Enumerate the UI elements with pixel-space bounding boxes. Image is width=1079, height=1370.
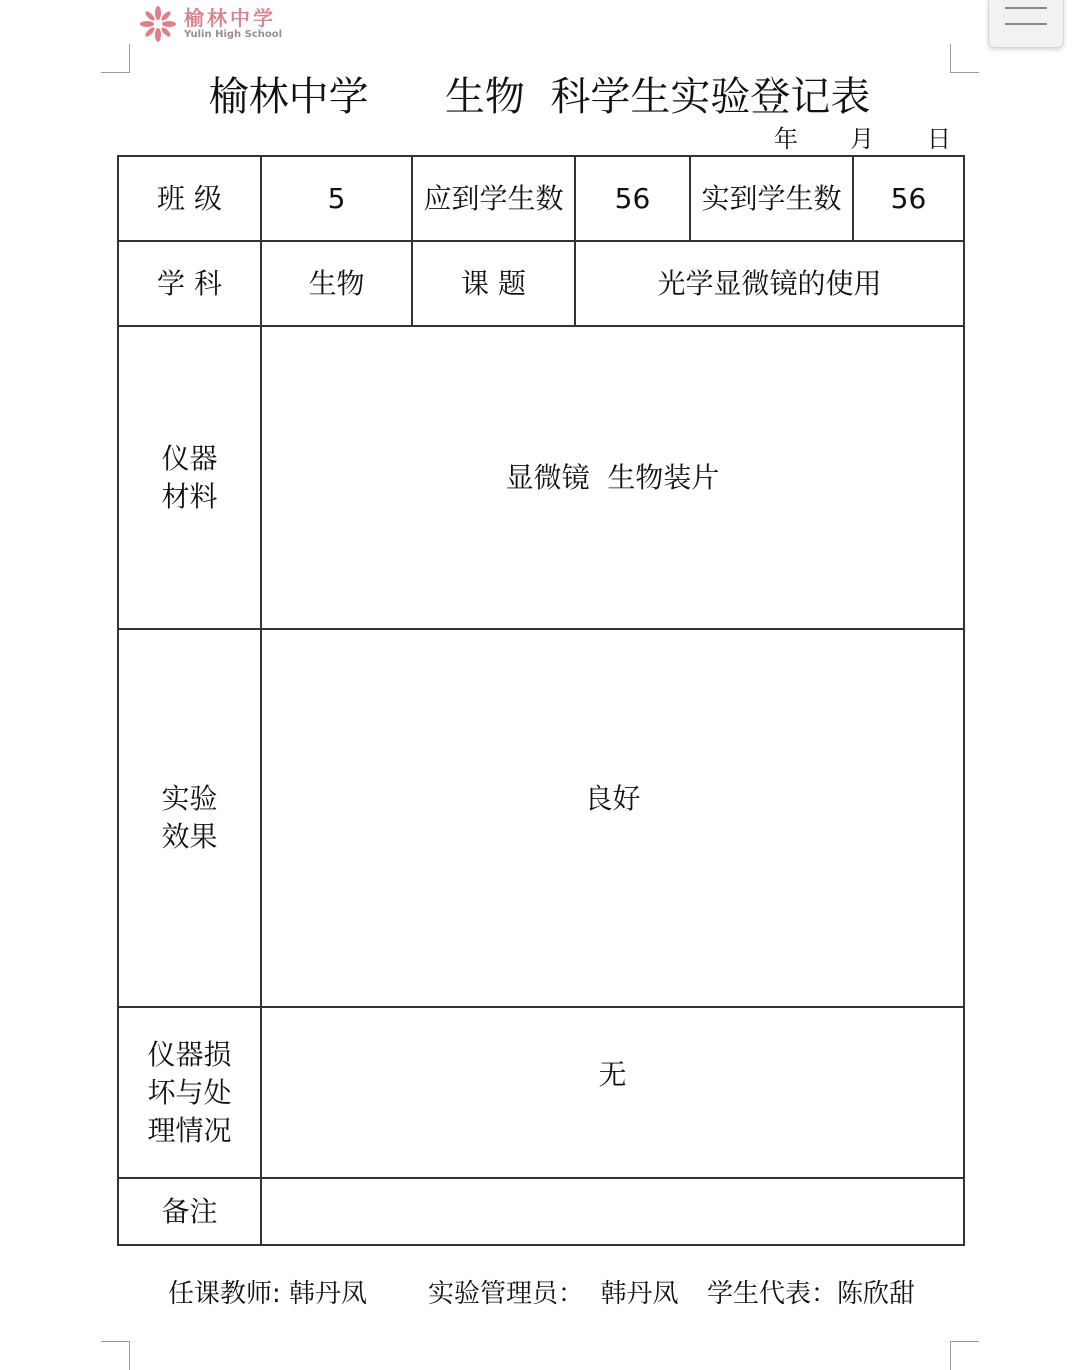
effect-label (118, 629, 261, 1007)
table-row-effect (118, 629, 964, 1007)
menu-button[interactable] (988, 0, 1064, 48)
topic-value: 光学显微镜的使用 (575, 241, 964, 326)
date-day: 日 (927, 125, 951, 153)
subject-value: 生物 (261, 241, 412, 326)
materials-value: 显微镜 生物装片 (261, 326, 964, 629)
title-subject: 生物 (444, 74, 525, 120)
page-title (0, 72, 1079, 122)
class-label: 班 级 (118, 156, 261, 241)
effect-value-text: 良好 (584, 782, 641, 815)
crop-mark-top-left (101, 44, 130, 73)
menu-bar-top (1005, 7, 1047, 9)
damage-label-line2: 坏与处 (147, 1075, 232, 1109)
effect-label-line2: 效果 (161, 820, 218, 853)
flower-logo-icon (138, 4, 178, 44)
table-row-subject (118, 241, 964, 326)
logo-name-cn: 榆林中学 (184, 6, 276, 30)
table-row-remarks (118, 1178, 964, 1245)
footer-teacher: 任课教师: 韩丹凤 (168, 1279, 368, 1309)
crop-mark-bottom-right (950, 1341, 979, 1370)
materials-label (118, 326, 261, 629)
damage-value (261, 1007, 964, 1178)
title-school: 榆林中学 (208, 74, 369, 120)
footer-student-rep: 学生代表：陈欣甜 (707, 1279, 916, 1309)
damage-label (118, 1007, 261, 1178)
date-month: 月 (850, 125, 874, 153)
registration-table (117, 155, 965, 1246)
footer-admin: 实验管理员： 韩丹凤 (428, 1279, 679, 1309)
damage-label-line1: 仪器损 (147, 1037, 232, 1071)
remarks-label: 备注 (118, 1178, 261, 1245)
actual-students-label: 实到学生数 (690, 156, 853, 241)
materials-label-line1: 仪器 (161, 441, 218, 475)
table-row-class (118, 156, 964, 241)
expected-students-label: 应到学生数 (412, 156, 575, 241)
subject-label: 学 科 (118, 241, 261, 326)
expected-students-value: 56 (575, 156, 690, 241)
school-logo (138, 4, 282, 44)
materials-label-line2: 材料 (161, 479, 218, 513)
table-row-damage (118, 1007, 964, 1178)
crop-mark-bottom-left (101, 1341, 130, 1370)
effect-value (261, 629, 964, 1007)
damage-value-text: 无 (598, 1058, 627, 1091)
title-form-name: 科学生实验登记表 (550, 74, 871, 120)
menu-bar-bottom (1005, 23, 1047, 25)
topic-label: 课 题 (412, 241, 575, 326)
logo-name-en: Yulin High School (184, 29, 283, 40)
damage-label-line3: 理情况 (147, 1113, 232, 1147)
table-row-materials (118, 326, 964, 629)
class-value: 5 (261, 156, 412, 241)
date-year: 年 (774, 125, 798, 153)
effect-label-line1: 实验 (161, 782, 218, 815)
remarks-value (261, 1178, 964, 1245)
actual-students-value: 56 (853, 156, 964, 241)
crop-mark-top-right (950, 44, 979, 73)
